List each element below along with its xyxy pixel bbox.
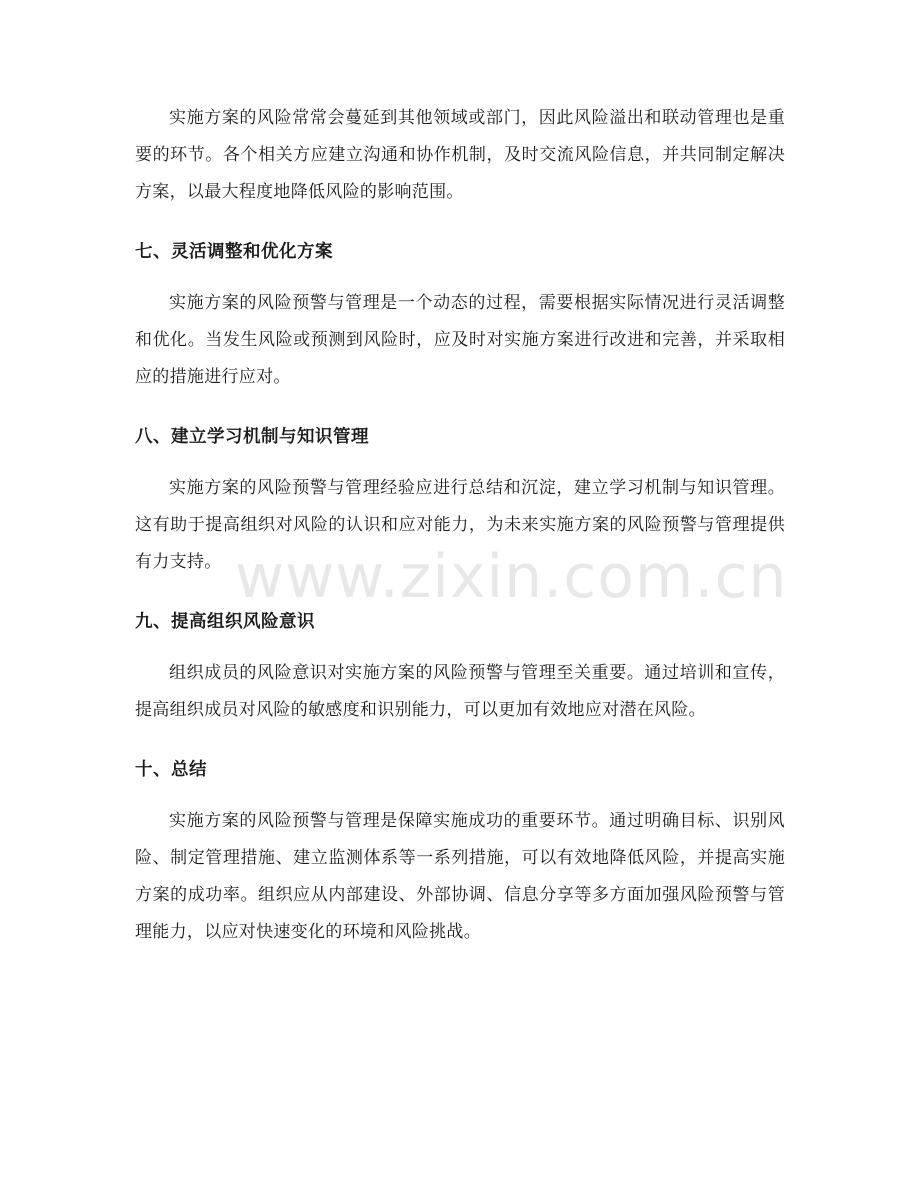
heading-section-7: 七、灵活调整和优化方案 — [135, 242, 333, 262]
document-body — [135, 100, 788, 951]
paragraph-section-7: 实施方案的风险预警与管理是一个动态的过程，需要根据实际情况进行灵活调整和优化。当发生风险或预测到风险时，应及时对实施方案进行改进和完善，并采取相应的措施进行应对。 — [135, 293, 785, 387]
paragraph-risk-spillover: 实施方案的风险常常会蔓延到其他领域或部门，因此风险溢出和联动管理也是重要的环节。各个相关方应建立沟通和协作机制，及时交流风险信息，并共同制定解决方案，以最大程度地降低风险的影响范围。 — [135, 108, 785, 202]
watermark-text: www.zixin.com.cn — [235, 542, 788, 612]
paragraph-section-10: 实施方案的风险预警与管理是保障实施成功的重要环节。通过明确目标、识别风险、制定管理措施、建立监测体系等一系列措施，可以有效地降低风险，并提高实施方案的成功率。组织应从内部建设、外部协调、信息分享等多方面加强风险预警与管理能力，以应对快速变化的环境和风险挑战。 — [135, 811, 785, 942]
heading-section-10: 十、总结 — [135, 760, 207, 780]
heading-section-8: 八、建立学习机制与知识管理 — [135, 427, 369, 447]
heading-section-9: 九、提高组织风险意识 — [135, 612, 315, 632]
paragraph-section-9: 组织成员的风险意识对实施方案的风险预警与管理至关重要。通过培训和宣传，提高组织成员对风险的敏感度和识别能力，可以更加有效地应对潜在风险。 — [135, 663, 785, 720]
paragraph-section-8: 实施方案的风险预警与管理经验应进行总结和沉淀，建立学习机制与知识管理。这有助于提高组织对风险的认识和应对能力，为未来实施方案的风险预警与管理提供有力支持。 — [135, 478, 785, 572]
